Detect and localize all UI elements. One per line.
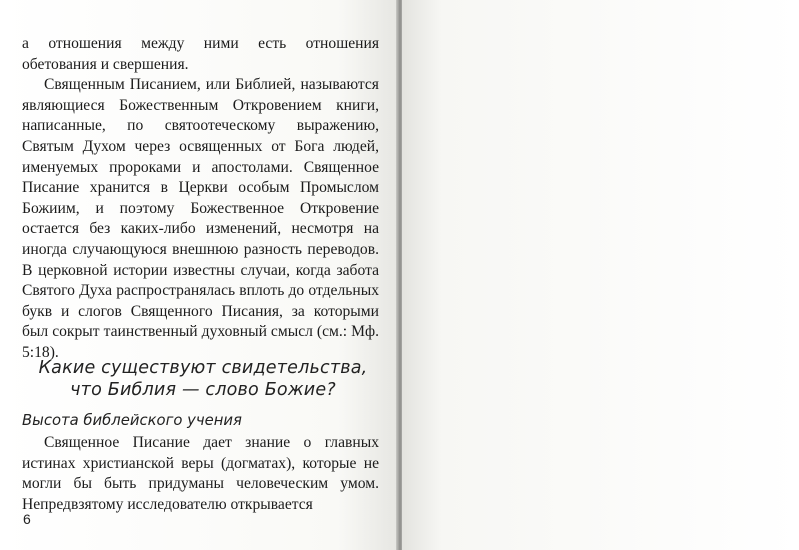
left-page-text	[22, 34, 379, 364]
paragraph-continuation: а отношения между ними есть отношения обетования и свершения.	[22, 35, 379, 73]
section-subheading: Высота библейского учения	[22, 412, 242, 429]
page-number-left: 6	[23, 511, 31, 527]
right-page	[402, 0, 799, 550]
paragraph-holy-scripture: Священным Писанием, или Библией, называются являющиеся Божественным Откровением книги, написанные, по святоотеческому выражению, Святым Духом через освященных от Бога людей, именуемых пророками и апостолами. Священное Писание хранится в Церкви особым Промыслом Божиим, и поэтому Божественное Откровение остается без каких-либо изменений, несмотря на иногда случающуюся внешнюю разность переводов. В церковной истории известны случаи, когда забота Святого Духа распространялась вплоть до отдельных букв и слогов Священного Писания, за которыми был сокрыт таинственный духовный смысл (см.: Мф. 5:18).	[22, 76, 379, 361]
section-heading: Какие существуют свидетельства, что Библия — слово Божие?	[38, 358, 368, 400]
paragraph-biblical-teaching: Священное Писание дает знание о главных истинах христианской веры (догматах), которые не могли бы быть придуманы человеческим умом. Непредвзятому исследователю открывается	[22, 434, 379, 513]
left-page-bottom-text	[22, 433, 379, 515]
left-page	[0, 0, 398, 550]
